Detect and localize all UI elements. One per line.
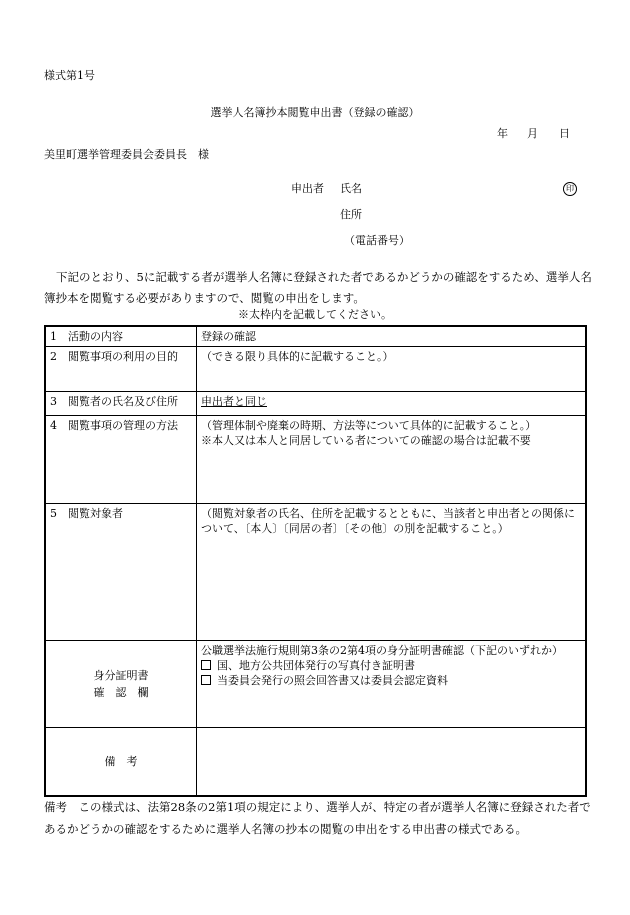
applicant-phone-label: （電話番号） [344,234,410,247]
row1-label: 1 活動の内容 [45,326,197,347]
date-line [497,127,570,140]
id-section-content [197,641,587,728]
table-row [45,641,586,728]
intro-paragraph: 下記のとおり、5に記載する者が選挙人名簿に登録された者であるかどうかの確認をするため、選挙人名簿抄本を閲覧する必要がありますので、閲覧の申出をします。 [44,270,592,305]
row3-content[interactable] [197,392,587,416]
table-row [45,416,586,504]
table-row [45,504,586,641]
remarks-content[interactable] [197,728,587,796]
id-section-label [45,641,197,728]
id-label-line1: 身分証明書 [93,669,149,682]
row3-content-text: 申出者と同じ [201,395,267,408]
id-option-2-label: 当委員会発行の照会回答書又は委員会認定資料 [217,674,448,687]
row4-content-note: ※本人又は本人と同居している者についての確認の場合は記載不要 [201,434,531,447]
footer-note: 備考 この様式は、法第28条の2第1項の規定により、選挙人が、特定の者が選挙人名簿に登録された者であるかどうかの確認をするために選挙人名簿の抄本の閲覧の申出をする申出書の様式である。 [44,800,591,836]
table-row [45,347,586,392]
remarks-label: 備 考 [45,728,197,796]
checkbox-icon[interactable] [201,660,211,670]
date-day: 日 [559,127,570,140]
row1-content: 登録の確認 [197,326,587,347]
row2-content[interactable]: （できる限り具体的に記載すること。） [197,347,587,392]
row4-content-text: （管理体制や廃棄の時期、方法等について具体的に記載すること。） [201,419,537,432]
id-section-header: 公職選挙法施行規則第3条の2第4項の身分証明書確認（下記のいずれか） [201,644,563,657]
applicant-label: 申出者 [291,182,324,195]
id-label-line2: 確 認 欄 [93,686,149,699]
id-option-1-label: 国、地方公共団体発行の写真付き証明書 [217,659,415,672]
table-row [45,392,586,416]
row2-label: 2 閲覧事項の利用の目的 [45,347,197,392]
application-table [44,325,587,797]
addressee: 美里町選挙管理委員会委員長 様 [44,148,209,161]
row4-label: 4 閲覧事項の管理の方法 [45,416,197,504]
id-option-2[interactable] [201,673,581,688]
checkbox-icon[interactable] [201,675,211,685]
table-row [45,326,586,347]
row3-label: 3 閲覧者の氏名及び住所 [45,392,197,416]
row5-content[interactable]: （閲覧対象者の氏名、住所を記載するとともに、当該者と申出者との関係について、〔本人〕〔同居の者〕〔その他〕の別を記載すること。） [197,504,587,641]
document-title: 選挙人名簿抄本閲覧申出書（登録の確認） [210,106,420,119]
form-number: 様式第1号 [44,69,95,82]
table-row [45,728,586,796]
id-option-1[interactable] [201,658,581,673]
applicant-name-label: 氏名 [340,182,362,195]
date-year: 年 [497,127,508,140]
instruction-note: ※太枠内を記載してください。 [238,308,392,321]
row4-content[interactable] [197,416,587,504]
row5-label: 5 閲覧対象者 [45,504,197,641]
applicant-address-label: 住所 [340,208,362,221]
seal-mark: 印 [563,182,577,196]
date-month: 月 [527,127,538,140]
